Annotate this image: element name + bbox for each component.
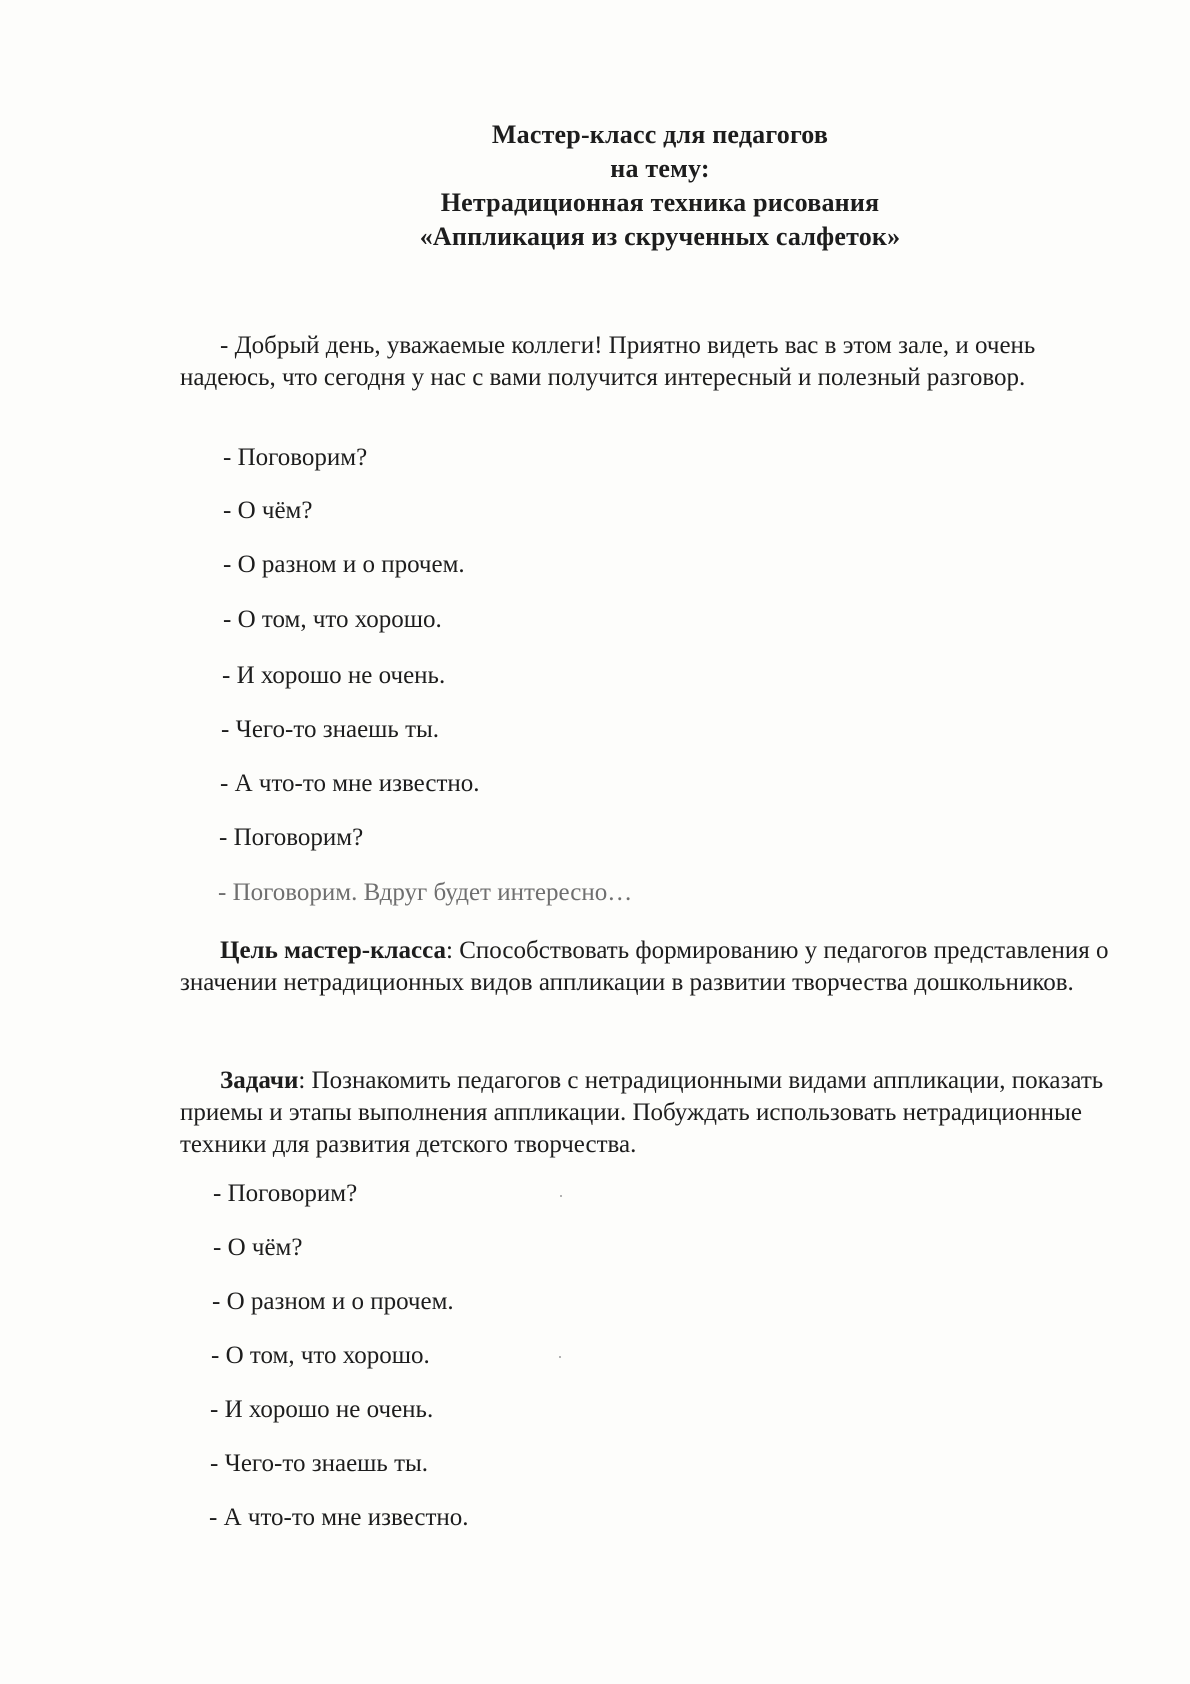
dialogue1-line-6: - Чего-то знаешь ты. bbox=[221, 716, 440, 743]
title-line-1: Мастер-класс для педагогов bbox=[491, 120, 829, 149]
dialogue1-line-5: - И хорошо не очень. bbox=[222, 662, 446, 689]
dialogue1-line-9: - Поговорим. Вдруг будет интересно… bbox=[218, 879, 633, 906]
tasks-text: : Познакомить педагогов с нетрадиционными видами аппликации, показать приемы и этапы выполнения аппликации. Побуждать использовать нетрадиционные техники для развития детского творчества. bbox=[180, 1067, 1104, 1158]
dialogue1-line-7: - А что-то мне известно. bbox=[220, 770, 480, 797]
dialogue2-line-3: - О разном и о прочем. bbox=[212, 1288, 454, 1315]
title-line-4: «Аппликация из скрученных салфеток» bbox=[419, 222, 901, 251]
dialogue2-line-4: - О том, что хорошо. bbox=[211, 1342, 430, 1369]
dialogue2-line-6: - Чего-то знаешь ты. bbox=[210, 1450, 429, 1477]
scan-speck bbox=[560, 1195, 562, 1197]
document-title bbox=[65, 118, 1190, 254]
tasks-label: Задачи bbox=[220, 1067, 299, 1094]
dialogue1-line-4: - О том, что хорошо. bbox=[223, 606, 442, 633]
dialogue1-line-2: - О чём? bbox=[223, 497, 313, 524]
title-line-2: на тему: bbox=[610, 154, 710, 183]
dialogue2-line-5: - И хорошо не очень. bbox=[210, 1396, 434, 1423]
dialogue2-line-1: - Поговорим? bbox=[213, 1180, 358, 1207]
dialogue1-line-3: - О разном и о прочем. bbox=[223, 551, 465, 578]
title-line-3: Нетрадиционная техника рисования bbox=[440, 188, 880, 217]
dialogue2-line-7: - А что-то мне известно. bbox=[209, 1504, 469, 1531]
tasks-paragraph bbox=[180, 1065, 1110, 1161]
dialogue1-line-1: - Поговорим? bbox=[223, 444, 368, 471]
goal-paragraph bbox=[180, 935, 1110, 999]
intro-paragraph: - Добрый день, уважаемые коллеги! Приятно видеть вас в этом зале, и очень надеюсь, что сегодня у нас с вами получится интересный и полезный разговор. bbox=[180, 332, 1036, 391]
scan-speck bbox=[559, 1356, 561, 1358]
goal-label: Цель мастер-класса bbox=[220, 937, 447, 964]
dialogue1-line-8: - Поговорим? bbox=[219, 824, 364, 851]
dialogue2-line-2: - О чём? bbox=[213, 1234, 303, 1261]
goal-text: : Способствовать формированию у педагогов представления о значении нетрадиционных видов аппликации в развитии творчества дошкольников. bbox=[180, 937, 1109, 996]
